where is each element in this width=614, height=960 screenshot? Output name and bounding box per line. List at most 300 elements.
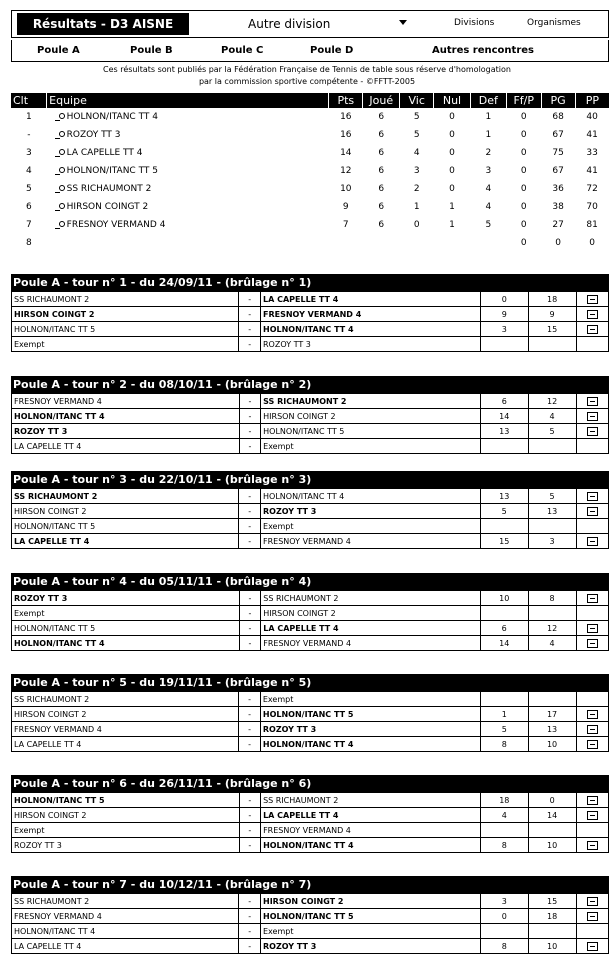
home-score: 8 — [480, 939, 528, 954]
home-score — [480, 519, 528, 534]
match-separator: - — [239, 939, 261, 954]
standings-cell-team — [47, 144, 329, 162]
away-score: 8 — [528, 591, 576, 606]
standings-cell-joue — [363, 234, 400, 252]
standings-col-header: Ff/P — [507, 93, 542, 108]
home-score — [480, 337, 528, 352]
standings-row — [11, 126, 609, 144]
round-title: Poule A - tour n° 6 - du 26/11/11 - (brûlage n° 6) — [11, 775, 609, 792]
match-details-cell — [576, 722, 608, 737]
away-team: ROZOY TT 3 — [261, 504, 481, 519]
away-team: FRESNOY VERMAND 4 — [261, 307, 481, 322]
away-score: 4 — [528, 409, 576, 424]
away-team: HOLNON/ITANC TT 5 — [261, 424, 481, 439]
standings-cell-ffp: 0 — [520, 112, 527, 122]
standings-col-header: Equipe — [47, 93, 329, 108]
standings-row — [11, 216, 609, 234]
match-row — [12, 707, 609, 722]
home-team: SS RICHAUMONT 2 — [12, 292, 239, 307]
organismes-link[interactable]: Organismes — [527, 18, 581, 28]
away-score: 13 — [528, 504, 576, 519]
standings-cell-vic: 3 — [413, 166, 420, 176]
standings-cell-team — [47, 216, 329, 234]
home-team: SS RICHAUMONT 2 — [12, 894, 239, 909]
home-team: ROZOY TT 3 — [12, 838, 240, 853]
division-select-value: Autre division — [248, 17, 331, 31]
away-score: 0 — [528, 793, 576, 808]
match-row — [12, 424, 609, 439]
match-details-cell — [576, 793, 608, 808]
standings-cell-clt: 7 — [25, 220, 32, 230]
home-team: HOLNON/ITANC TT 4 — [12, 636, 240, 651]
team-name[interactable]: ROZOY TT 3 — [66, 130, 121, 140]
away-score: 12 — [528, 621, 576, 636]
home-team: FRESNOY VERMAND 4 — [12, 722, 239, 737]
team-name[interactable]: HOLNON/ITANC TT 5 — [66, 166, 158, 176]
standings-cell-team — [47, 198, 329, 216]
match-details-icon[interactable] — [587, 310, 598, 319]
standings-cell-clt: - — [27, 130, 31, 140]
standings-col-header: Vic — [400, 93, 434, 108]
match-row — [12, 636, 609, 651]
match-separator: - — [239, 894, 261, 909]
match-separator: - — [239, 909, 261, 924]
match-details-cell — [576, 591, 608, 606]
match-details-icon[interactable] — [587, 897, 598, 906]
away-team: ROZOY TT 3 — [260, 722, 480, 737]
divisions-link[interactable]: Divisions — [454, 18, 495, 28]
match-separator: - — [239, 737, 261, 752]
match-details-icon[interactable] — [587, 942, 598, 951]
standings-cell-team — [47, 108, 329, 126]
match-details-cell — [576, 692, 608, 707]
team-name[interactable]: LA CAPELLE TT 4 — [66, 148, 143, 158]
division-select[interactable] — [248, 14, 413, 34]
match-row — [12, 808, 609, 823]
match-details-cell — [576, 823, 608, 838]
away-team: HIRSON COINGT 2 — [261, 894, 481, 909]
away-score: 3 — [528, 534, 576, 549]
standings-cell-def: 4 — [485, 202, 492, 212]
match-details-cell — [576, 337, 608, 352]
away-team: LA CAPELLE TT 4 — [261, 808, 481, 823]
match-details-icon[interactable] — [587, 397, 598, 406]
round-matches-table — [11, 893, 609, 954]
standings-cell-pp: 40 — [586, 112, 598, 122]
away-team: Exempt — [261, 924, 481, 939]
standings-cell-def: 1 — [485, 112, 492, 122]
match-separator: - — [239, 489, 261, 504]
away-score — [528, 924, 576, 939]
standings-cell-team — [47, 234, 329, 252]
away-team: LA CAPELLE TT 4 — [261, 292, 481, 307]
match-row — [12, 439, 609, 454]
away-team: HOLNON/ITANC TT 4 — [261, 322, 481, 337]
away-score: 10 — [528, 737, 576, 752]
match-separator: - — [239, 322, 261, 337]
standings-cell-joue: 6 — [378, 112, 385, 122]
match-row — [12, 322, 609, 337]
away-team: FRESNOY VERMAND 4 — [261, 636, 481, 651]
match-row — [12, 838, 609, 853]
match-details-cell — [576, 534, 608, 549]
home-score: 3 — [480, 894, 528, 909]
match-separator: - — [239, 409, 261, 424]
match-row — [12, 924, 609, 939]
home-team: ROZOY TT 3 — [12, 591, 240, 606]
home-score — [480, 606, 528, 621]
away-team: HOLNON/ITANC TT 5 — [260, 707, 480, 722]
away-team: HOLNON/ITANC TT 4 — [261, 838, 481, 853]
standings-cell-def: 4 — [485, 184, 492, 194]
match-details-cell — [576, 939, 608, 954]
poule-d-link[interactable]: Poule D — [310, 45, 354, 56]
round-block — [11, 471, 609, 549]
standings-cell-vic: 0 — [413, 220, 420, 230]
standings-cell-team — [47, 162, 329, 180]
team-icon — [55, 167, 65, 175]
match-details-icon[interactable] — [587, 639, 598, 648]
match-details-cell — [576, 894, 608, 909]
match-separator: - — [239, 292, 261, 307]
round-block — [11, 674, 609, 752]
standings-col-header: PG — [541, 93, 575, 108]
away-score: 17 — [528, 707, 576, 722]
away-score — [528, 519, 576, 534]
home-team: HOLNON/ITANC TT 5 — [12, 621, 240, 636]
match-details-cell — [576, 504, 608, 519]
match-details-cell — [576, 707, 608, 722]
match-row — [12, 722, 609, 737]
standings-cell-clt: 5 — [25, 184, 32, 194]
standings-cell-pts: 10 — [340, 184, 352, 194]
home-team: HIRSON COINGT 2 — [12, 307, 239, 322]
match-details-cell — [576, 737, 608, 752]
match-details-cell — [576, 808, 608, 823]
match-details-icon[interactable] — [587, 427, 598, 436]
standings-row — [11, 180, 609, 198]
match-separator: - — [239, 692, 261, 707]
home-score — [480, 439, 528, 454]
match-row — [12, 939, 609, 954]
standings-cell-clt: 4 — [25, 166, 32, 176]
standings-row — [11, 144, 609, 162]
standings-header-row — [11, 93, 609, 108]
round-block — [11, 573, 609, 651]
standings-cell-clt: 1 — [25, 112, 32, 122]
away-score — [528, 606, 576, 621]
standings-cell-pp: 70 — [586, 202, 598, 212]
match-details-cell — [576, 909, 608, 924]
home-team: SS RICHAUMONT 2 — [12, 489, 239, 504]
round-block — [11, 274, 609, 352]
home-score: 5 — [480, 504, 528, 519]
round-title: Poule A - tour n° 1 - du 24/09/11 - (brûlage n° 1) — [11, 274, 609, 291]
away-score: 10 — [528, 838, 576, 853]
poule-c-link[interactable]: Poule C — [221, 45, 264, 56]
round-matches-table — [11, 590, 609, 651]
home-score: 8 — [480, 838, 528, 853]
match-details-cell — [576, 838, 608, 853]
team-icon — [55, 149, 65, 157]
standings-cell-team — [47, 126, 329, 144]
standings-cell-pp: 41 — [586, 166, 598, 176]
home-score: 14 — [480, 636, 528, 651]
standings-cell-vic: 5 — [413, 112, 420, 122]
standings-cell-def: 2 — [485, 148, 492, 158]
home-score: 0 — [480, 909, 528, 924]
standings-table — [11, 93, 609, 252]
match-details-cell — [576, 519, 608, 534]
standings-cell-clt: 8 — [25, 238, 32, 248]
standings-cell-vic: 4 — [413, 148, 420, 158]
team-icon — [55, 185, 65, 193]
home-score: 8 — [480, 737, 528, 752]
home-score: 6 — [480, 621, 528, 636]
away-score: 12 — [528, 394, 576, 409]
team-name[interactable]: HOLNON/ITANC TT 4 — [66, 112, 158, 122]
match-details-cell — [576, 621, 608, 636]
standings-cell-ffp: 0 — [520, 130, 527, 140]
match-row — [12, 894, 609, 909]
home-team: HOLNON/ITANC TT 4 — [12, 924, 239, 939]
round-matches-table — [11, 291, 609, 352]
match-details-icon[interactable] — [587, 710, 598, 719]
match-details-icon[interactable] — [587, 295, 598, 304]
match-row — [12, 692, 609, 707]
home-score: 13 — [480, 489, 528, 504]
standings-cell-clt: 3 — [25, 148, 32, 158]
home-team: HIRSON COINGT 2 — [12, 504, 239, 519]
standings-cell-joue: 6 — [378, 130, 385, 140]
away-team: FRESNOY VERMAND 4 — [261, 823, 481, 838]
home-team: HIRSON COINGT 2 — [12, 808, 240, 823]
match-separator: - — [239, 504, 261, 519]
autres-rencontres-link[interactable]: Autres rencontres — [432, 45, 534, 56]
standings-row — [11, 108, 609, 126]
match-details-icon[interactable] — [587, 740, 598, 749]
standings-col-header: Nul — [434, 93, 470, 108]
standings-row — [11, 162, 609, 180]
match-details-cell — [576, 924, 608, 939]
standings-cell-pts: 16 — [340, 130, 352, 140]
match-details-cell — [576, 322, 608, 337]
team-name[interactable]: FRESNOY VERMAND 4 — [66, 220, 166, 230]
standings-cell-vic: 1 — [413, 202, 420, 212]
standings-cell-pg: 67 — [552, 130, 564, 140]
round-matches-table — [11, 488, 609, 549]
match-row — [12, 307, 609, 322]
standings-cell-joue: 6 — [378, 166, 385, 176]
home-score: 3 — [480, 322, 528, 337]
match-row — [12, 519, 609, 534]
match-separator: - — [239, 636, 261, 651]
standings-cell-vic — [400, 234, 434, 252]
home-score: 13 — [480, 424, 528, 439]
team-name[interactable]: HIRSON COINGT 2 — [66, 202, 149, 212]
match-separator: - — [239, 534, 261, 549]
match-details-icon[interactable] — [587, 507, 598, 516]
standings-cell-nul: 0 — [449, 166, 455, 176]
home-team: HOLNON/ITANC TT 5 — [12, 322, 239, 337]
home-team: LA CAPELLE TT 4 — [12, 737, 239, 752]
home-team: HOLNON/ITANC TT 5 — [12, 519, 239, 534]
standings-cell-pg: 75 — [552, 148, 564, 158]
match-details-cell — [576, 636, 608, 651]
away-team: HOLNON/ITANC TT 5 — [261, 909, 481, 924]
match-separator: - — [239, 606, 261, 621]
home-team: LA CAPELLE TT 4 — [12, 439, 240, 454]
match-row — [12, 606, 609, 621]
away-team: SS RICHAUMONT 2 — [261, 394, 481, 409]
standings-cell-pg: 36 — [552, 184, 564, 194]
standings-cell-def — [470, 234, 506, 252]
standings-cell-nul: 0 — [449, 112, 455, 122]
standings-cell-nul: 1 — [449, 202, 455, 212]
round-matches-table — [11, 691, 609, 752]
match-details-icon[interactable] — [587, 412, 598, 421]
standings-cell-ffp: 0 — [520, 238, 527, 248]
away-score: 18 — [528, 909, 576, 924]
home-team: FRESNOY VERMAND 4 — [12, 394, 240, 409]
match-details-icon[interactable] — [587, 624, 598, 633]
away-score — [528, 692, 576, 707]
standings-cell-pp: 41 — [586, 130, 598, 140]
team-icon — [55, 221, 65, 229]
standings-cell-pts: 7 — [342, 220, 349, 230]
match-separator: - — [239, 722, 261, 737]
match-row — [12, 909, 609, 924]
match-separator: - — [239, 793, 261, 808]
home-team: SS RICHAUMONT 2 — [12, 692, 239, 707]
match-details-icon[interactable] — [587, 725, 598, 734]
round-block — [11, 876, 609, 954]
home-team: Exempt — [12, 606, 240, 621]
home-team: LA CAPELLE TT 4 — [12, 939, 239, 954]
standings-cell-nul: 0 — [449, 148, 455, 158]
standings-cell-pts: 12 — [340, 166, 352, 176]
home-score: 14 — [480, 409, 528, 424]
away-team: Exempt — [261, 439, 481, 454]
standings-cell-pts: 9 — [342, 202, 349, 212]
standings-cell-nul: 1 — [449, 220, 455, 230]
match-separator: - — [239, 924, 261, 939]
away-score: 10 — [528, 939, 576, 954]
home-score: 10 — [480, 591, 528, 606]
standings-cell-vic: 2 — [413, 184, 420, 194]
away-score: 14 — [528, 808, 576, 823]
round-title: Poule A - tour n° 5 - du 19/11/11 - (brûlage n° 5) — [11, 674, 609, 691]
match-details-icon[interactable] — [587, 537, 598, 546]
standings-cell-joue: 6 — [378, 184, 385, 194]
home-team: HOLNON/ITANC TT 4 — [12, 409, 240, 424]
standings-col-header: Clt — [11, 93, 47, 108]
home-team: Exempt — [12, 823, 240, 838]
round-title: Poule A - tour n° 3 - du 22/10/11 - (brûlage n° 3) — [11, 471, 609, 488]
away-score — [528, 337, 576, 352]
match-details-cell — [576, 409, 608, 424]
match-details-icon[interactable] — [587, 841, 598, 850]
home-score: 0 — [480, 292, 528, 307]
home-team: Exempt — [12, 337, 239, 352]
standings-cell-pp: 72 — [586, 184, 598, 194]
team-icon — [55, 203, 65, 211]
standings-cell-pg: 38 — [552, 202, 564, 212]
match-details-cell — [576, 292, 608, 307]
away-team: LA CAPELLE TT 4 — [261, 621, 481, 636]
away-score: 13 — [528, 722, 576, 737]
match-details-cell — [576, 439, 608, 454]
home-score — [480, 823, 528, 838]
match-row — [12, 793, 609, 808]
away-team: FRESNOY VERMAND 4 — [261, 534, 481, 549]
standings-col-header: PP — [575, 93, 609, 108]
match-row — [12, 394, 609, 409]
match-details-icon[interactable] — [587, 492, 598, 501]
away-score: 5 — [528, 489, 576, 504]
poule-b-link[interactable]: Poule B — [130, 45, 173, 56]
away-team: SS RICHAUMONT 2 — [261, 591, 481, 606]
away-score: 5 — [528, 424, 576, 439]
home-score: 6 — [480, 394, 528, 409]
team-name[interactable]: SS RICHAUMONT 2 — [66, 184, 152, 194]
match-details-icon[interactable] — [587, 594, 598, 603]
match-details-icon[interactable] — [587, 912, 598, 921]
home-team: FRESNOY VERMAND 4 — [12, 909, 239, 924]
round-block — [11, 376, 609, 454]
standings-cell-def: 3 — [485, 166, 492, 176]
match-details-cell — [576, 606, 608, 621]
home-team: LA CAPELLE TT 4 — [12, 534, 239, 549]
match-row — [12, 534, 609, 549]
away-team: SS RICHAUMONT 2 — [261, 793, 481, 808]
match-row — [12, 292, 609, 307]
standings-cell-nul — [434, 234, 470, 252]
standings-cell-def: 5 — [485, 220, 492, 230]
match-details-cell — [576, 307, 608, 322]
standings-cell-nul: 0 — [449, 184, 455, 194]
standings-cell-pg: 27 — [552, 220, 564, 230]
standings-cell-pp: 33 — [586, 148, 598, 158]
match-details-icon[interactable] — [587, 796, 598, 805]
round-block — [11, 775, 609, 853]
poule-a-link[interactable]: Poule A — [37, 45, 80, 56]
standings-col-header: Joué — [363, 93, 400, 108]
away-team: HOLNON/ITANC TT 4 — [260, 737, 480, 752]
match-details-icon[interactable] — [587, 811, 598, 820]
standings-cell-ffp: 0 — [520, 148, 527, 158]
standings-cell-pg: 67 — [552, 166, 564, 176]
match-separator: - — [239, 424, 261, 439]
match-separator: - — [239, 591, 261, 606]
match-separator: - — [239, 337, 261, 352]
match-row — [12, 504, 609, 519]
away-score: 4 — [528, 636, 576, 651]
standings-row — [11, 234, 609, 252]
match-details-icon[interactable] — [587, 325, 598, 334]
match-separator: - — [239, 307, 261, 322]
match-separator: - — [239, 519, 261, 534]
standings-cell-team — [47, 180, 329, 198]
standings-col-header: Def — [470, 93, 506, 108]
standings-cell-nul: 0 — [449, 130, 455, 140]
home-score: 9 — [480, 307, 528, 322]
standings-cell-pp: 81 — [586, 220, 598, 230]
match-separator: - — [239, 439, 261, 454]
standings-cell-clt: 6 — [25, 202, 32, 212]
standings-cell-pp: 0 — [589, 238, 595, 248]
match-details-cell — [576, 394, 608, 409]
